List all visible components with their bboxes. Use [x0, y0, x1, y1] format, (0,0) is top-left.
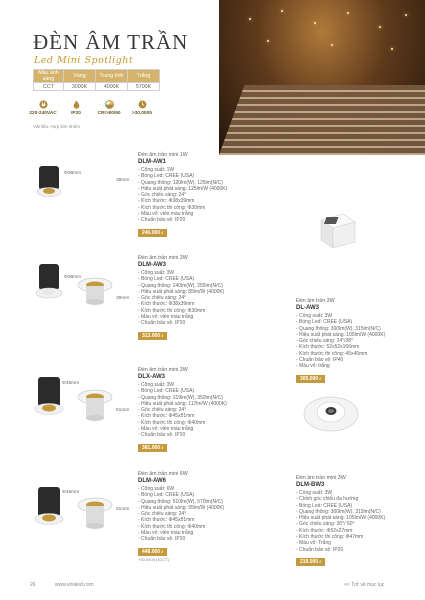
- dimension-height: 51mm: [116, 507, 130, 512]
- spec-line: - Màu vỏ: viền màu trắng: [138, 314, 194, 321]
- spotlight-dot: [391, 48, 393, 50]
- spec-line: - Góc chiếu sáng: 24°/38°: [296, 338, 354, 345]
- spec-line: - Màu vỏ: Trắng: [296, 540, 332, 547]
- price-value: 246.000: [142, 229, 161, 236]
- color-table-cell: Màu ánh sáng: [34, 70, 64, 83]
- spec-line: - Màu vỏ: viền màu trắng: [138, 211, 194, 218]
- website-link[interactable]: www.vinaled.com: [55, 582, 94, 588]
- spec-line: - Kích thước thi công: Φ30mm: [138, 204, 206, 211]
- page-number: 26: [30, 582, 36, 588]
- dimension-height: 39mm: [116, 178, 130, 183]
- product-name: Đèn âm trần mini 3W: [296, 475, 346, 481]
- spec-line: - Kích thước thi công: 45x45mm: [296, 350, 368, 357]
- product-image-dlm-aw3: [33, 262, 65, 308]
- spotlight-dot: [347, 12, 349, 14]
- spec-line: - Bóng Led: CREE (USA): [296, 319, 353, 326]
- page-title: ĐÈN ÂM TRẦN: [33, 30, 189, 54]
- dimension-diameter: Φ45mm: [62, 490, 80, 495]
- product-dlm-aw1: [138, 152, 227, 237]
- product-image-dlm-aw1: [33, 162, 65, 204]
- color-table-value-row: [34, 83, 160, 91]
- product-dlm-aw6: [138, 471, 224, 562]
- droplet-icon: [72, 100, 81, 109]
- currency: đ: [319, 376, 322, 381]
- product-code: DLM-AW6: [138, 478, 166, 484]
- spec-line: - Bóng Led: CREE (USA): [138, 276, 195, 283]
- product-image-dlm-aw6: [33, 485, 65, 533]
- spec-line: - Màu vỏ: viền màu trắng: [138, 426, 194, 433]
- color-table-cell: CCT: [34, 83, 64, 91]
- price-value: 381.000: [142, 444, 161, 451]
- spec-line: - Kích thước thi công: Φ40mm: [138, 419, 206, 426]
- dimension-height: 51mm: [116, 408, 130, 413]
- spec-line: - Chỉnh góc chiếu đa hướng: [296, 496, 359, 503]
- spec-line: - Kích thước: Φ38x39mm: [138, 198, 195, 205]
- dimension-height: 39mm: [116, 296, 130, 301]
- back-to-contents-link[interactable]: << Trở về mục lục: [344, 582, 385, 588]
- spec-line: - Chuẩn bảo vệ: IP20: [138, 536, 186, 543]
- spec-lifetime: [131, 100, 153, 116]
- currency: đ: [161, 333, 164, 338]
- price-tag: [138, 548, 167, 556]
- spec-line: - Công suất: 3W: [138, 270, 175, 276]
- spotlight-dot: [314, 22, 316, 24]
- spec-line: - Góc chiếu sáng: 24°: [138, 511, 187, 518]
- price-value: 219.000: [300, 558, 319, 565]
- spec-line: - Bóng Led: CREE (USA): [138, 388, 195, 395]
- color-table-cell: Trung tính: [96, 70, 128, 83]
- price-value: 305.000: [300, 375, 319, 382]
- product-dlm-bw3: [296, 475, 385, 566]
- spec-line: - Bóng Led: CREE (USA): [138, 173, 195, 180]
- color-temperature-table: [33, 69, 160, 91]
- spec-line: - Quang thông: 510lm(W), 570lm(N/C): [138, 498, 223, 505]
- spec-line: - Màu vỏ: trắng: [296, 363, 330, 370]
- currency: đ: [161, 445, 164, 450]
- product-image-dlm-bw3: [302, 390, 360, 434]
- spec-label: IP20: [71, 111, 81, 116]
- spec-ip: [65, 100, 87, 116]
- color-table-cell: 4000K: [96, 83, 128, 91]
- color-table-cell: 5700K: [128, 83, 160, 91]
- currency: đ: [161, 549, 164, 554]
- spec-line: - Góc chiếu sáng: 24°: [138, 295, 187, 302]
- spec-line: - Công suất: 3W: [296, 313, 333, 319]
- price-tag: [138, 229, 167, 237]
- spec-line: - Hiệu suất phát sáng: 95lm/W (4000K): [138, 504, 225, 511]
- clock-icon: [138, 100, 147, 109]
- spec-icons-row: [29, 100, 153, 116]
- price-value: 313.000: [142, 332, 161, 339]
- spec-line: - Quang thông: 240lm(W), 255lm(N/C): [138, 282, 223, 289]
- product-dlm-aw3: [138, 255, 224, 340]
- product-name: Đèn âm trần 3W: [296, 298, 335, 304]
- product-code: DLM-BW3: [296, 482, 325, 488]
- spec-line: - Kích thước thi công: Φ47mm: [296, 534, 364, 541]
- currency: đ: [319, 559, 322, 564]
- product-image-dlm-aw3-ring: [76, 276, 114, 310]
- currency: đ: [161, 230, 164, 235]
- power-plug-icon: [39, 100, 48, 109]
- spec-line: - Công suất: 1W: [138, 167, 175, 173]
- spec-line: - Bóng Led: CREE (USA): [296, 502, 353, 509]
- spotlight-dot: [379, 26, 381, 28]
- product-code: DL-AW3: [296, 305, 319, 311]
- spotlight-dot: [267, 40, 269, 42]
- spec-line: - Chuẩn bảo vệ: IP20: [138, 320, 186, 327]
- spec-line: - Hiệu suất phát sáng: 117lm/W (4000K): [138, 400, 227, 407]
- spec-line: - Quang thông: 319lm(W), 350lm(N/C): [138, 394, 223, 401]
- color-table-cell: Trắng: [128, 70, 160, 83]
- spec-line: - Quang thông: 120lm(W), 125lm(N/C): [138, 179, 223, 186]
- spec-line: - Kích thước: 52x52x166mm: [296, 344, 360, 351]
- product-name: Đèn âm trần mini 3W: [138, 367, 188, 373]
- product-name: Đèn âm trần mini 6W: [138, 471, 188, 477]
- spec-line: - Kích thước thi công: Φ30mm: [138, 307, 206, 314]
- spotlight-dot: [281, 10, 283, 12]
- product-code: DLX-AW3: [138, 374, 165, 380]
- spec-line: - Hiệu suất phát sáng: 105lm/W (4000K): [296, 515, 386, 522]
- spec-line: - Chuẩn bảo vệ: IP20: [138, 217, 186, 224]
- color-table-cell: 3000K: [64, 83, 96, 91]
- spec-line: - Kích thước: Φ52x27mm: [296, 527, 353, 534]
- product-name: Đèn âm trần mini 3W: [138, 255, 188, 261]
- price-tag: [296, 558, 325, 566]
- spec-line: - Góc chiếu sáng: 24°: [138, 192, 187, 199]
- spec-line: - Công suất: 3W: [296, 490, 333, 496]
- spec-line: - Hiệu suất phát sáng: 105lm/W (4000K): [296, 331, 386, 338]
- spec-label: >30.000h: [131, 111, 153, 116]
- cri-icon: [105, 100, 114, 109]
- price-tag: [296, 375, 325, 383]
- dimension-diameter: Φ38mm: [64, 171, 82, 176]
- page-subtitle: Led Mini Spotlight: [34, 55, 134, 66]
- spec-line: - Hiệu suất phát sáng: 85lm/W (4000K): [138, 288, 225, 295]
- spec-line: - Kích thước: Φ45x51mm: [138, 517, 195, 524]
- price-tag: [138, 444, 167, 452]
- color-table-header-row: [34, 70, 160, 83]
- spec-line: - Bóng Led: CREE (USA): [138, 492, 195, 499]
- product-image-dlm-aw6-ring: [76, 496, 114, 534]
- spec-cri: [98, 100, 120, 116]
- spec-line: - Góc chiếu sáng: 30°/ 60°: [296, 521, 355, 528]
- spec-line: - Công suất: 3W: [138, 382, 175, 388]
- product-name: Đèn âm trần mini 1W: [138, 152, 188, 158]
- spec-line: - Kích thước: Φ45x51mm: [138, 413, 195, 420]
- spotlight-dot: [249, 18, 251, 20]
- product-image-dlx-aw3-ring: [76, 388, 114, 426]
- price-tag: [138, 332, 167, 340]
- dimension-diameter: Φ45mm: [62, 381, 80, 386]
- dimension-diameter: Φ38mm: [64, 275, 82, 280]
- product-dl-aw3: [296, 298, 385, 383]
- product-code: DLM-AW3: [138, 262, 166, 268]
- spec-line: - Hiệu suất phát sáng: 125lm/W (4000K): [138, 185, 228, 192]
- spec-line: - Kích thước thi công: Φ40mm: [138, 523, 206, 530]
- spec-line: - Quang thông: 300lm(W), 315lm(N/C): [296, 325, 381, 332]
- product-dlx-aw3: [138, 367, 227, 452]
- spec-line: - Quang thông: 300lm(W), 315lm(N/C): [296, 508, 381, 515]
- material-note: Vật liệu: Hợp kim nhôm: [33, 124, 80, 129]
- spotlight-dot: [331, 44, 333, 46]
- spec-voltage: [29, 100, 57, 116]
- spec-line: - Màu vỏ: viền màu trắng: [138, 530, 194, 537]
- spec-line: - Chuẩn bảo vệ: IP20: [138, 432, 186, 439]
- spec-line: - Công suất: 6W: [138, 486, 175, 492]
- staircase-illustration: [219, 85, 425, 155]
- spotlight-dot: [405, 14, 407, 16]
- product-image-dlx-aw3: [33, 375, 65, 423]
- spec-line: - Chuẩn bảo vệ: IP40: [296, 357, 344, 364]
- spec-label: 220-240VAC: [29, 111, 57, 116]
- price-value: 448.000: [142, 548, 161, 555]
- extra-price-note: +30.000đ (3CCT): [138, 556, 170, 562]
- product-code: DLM-AW1: [138, 159, 166, 165]
- spec-line: - Góc chiếu sáng: 24°: [138, 407, 187, 414]
- spec-line: - Chuẩn bảo vệ: IP20: [296, 546, 344, 553]
- spec-label: CRI>80/90: [97, 111, 121, 116]
- spec-line: - Kích thước: Φ38x39mm: [138, 301, 195, 308]
- color-table-cell: Vàng: [64, 70, 96, 83]
- product-image-dl-aw3: [313, 210, 359, 252]
- hero-photo-staircase: [219, 0, 425, 155]
